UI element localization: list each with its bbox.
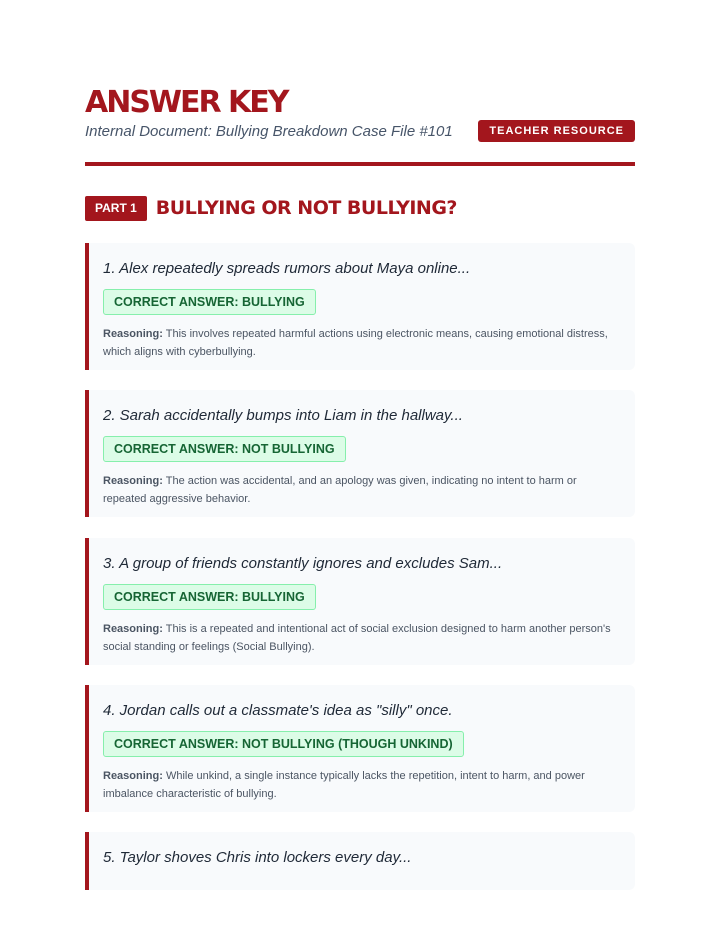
reasoning-label: Reasoning:: [103, 623, 163, 635]
question-card-2: [85, 390, 635, 517]
question-card-4: [85, 685, 635, 812]
question-text: 5. Taylor shoves Chris into lockers every day...: [103, 849, 412, 866]
reasoning-body: This involves repeated harmful actions using electronic means, causing emotional distress, which aligns with cyberbullying.: [103, 328, 608, 358]
part-tag: PART 1: [85, 196, 147, 221]
teacher-resource-badge: TEACHER RESOURCE: [478, 120, 635, 142]
reasoning-body: While unkind, a single instance typically lacks the repetition, intent to harm, and power imbalance characteristic of bullying.: [103, 770, 585, 800]
reasoning-text: [103, 325, 619, 361]
question-text: 4. Jordan calls out a classmate's idea as "silly" once.: [103, 702, 453, 719]
document-header: [85, 86, 635, 144]
header-divider: [85, 162, 635, 166]
reasoning-text: [103, 767, 619, 803]
question-text: 3. A group of friends constantly ignores and excludes Sam...: [103, 555, 503, 572]
reasoning-body: The action was accidental, and an apology was given, indicating no intent to harm or repeated aggressive behavior.: [103, 475, 577, 505]
reasoning-body: This is a repeated and intentional act of social exclusion designed to harm another person's social standing or feelings (Social Bullying).: [103, 623, 611, 653]
document-subtitle: Internal Document: Bullying Breakdown Case File #101: [85, 123, 453, 140]
reasoning-label: Reasoning:: [103, 770, 163, 782]
reasoning-label: Reasoning:: [103, 475, 163, 487]
question-card-3: [85, 538, 635, 665]
reasoning-text: [103, 472, 619, 508]
subtitle-row: [85, 122, 635, 144]
part-heading: [85, 195, 457, 221]
correct-answer-badge: CORRECT ANSWER: BULLYING: [103, 289, 316, 315]
reasoning-text: [103, 620, 619, 656]
correct-answer-badge: CORRECT ANSWER: BULLYING: [103, 584, 316, 610]
question-text: 1. Alex repeatedly spreads rumors about Maya online...: [103, 260, 471, 277]
question-card-1: [85, 243, 635, 370]
correct-answer-badge: CORRECT ANSWER: NOT BULLYING: [103, 436, 346, 462]
part-title: BULLYING OR NOT BULLYING?: [155, 197, 457, 219]
question-card-5: [85, 832, 635, 890]
question-text: 2. Sarah accidentally bumps into Liam in the hallway...: [103, 407, 463, 424]
reasoning-label: Reasoning:: [103, 328, 163, 340]
correct-answer-badge: CORRECT ANSWER: NOT BULLYING (THOUGH UNKIND): [103, 731, 464, 757]
page-title: ANSWER KEY: [85, 85, 288, 120]
